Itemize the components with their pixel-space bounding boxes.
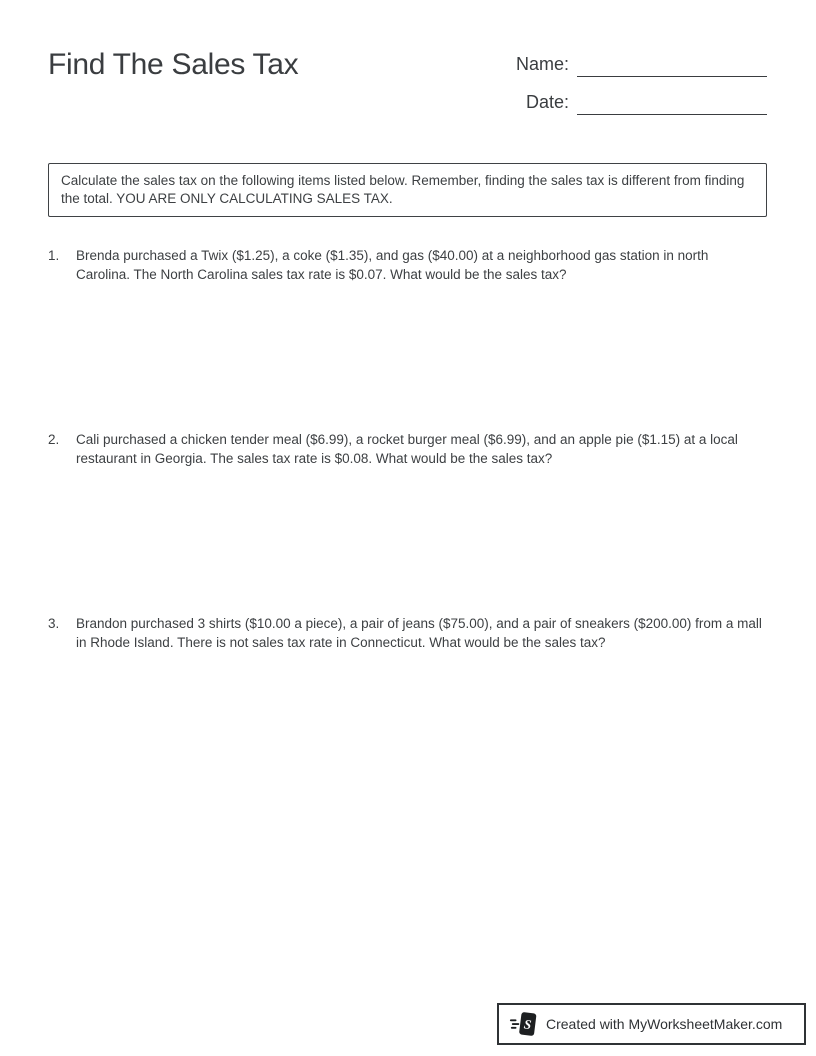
page-title: Find The Sales Tax [48,48,299,81]
question-2 [48,431,766,468]
question-2-number: 2. [48,432,60,447]
date-label: Date: [525,91,569,112]
credit-badge [497,1003,806,1045]
worksheet-maker-logo-icon [509,1009,539,1039]
question-3-number: 3. [48,616,60,631]
name-label: Name: [515,53,569,74]
instruction-box [48,163,767,217]
name-field-row [516,50,767,77]
question-1 [48,247,766,284]
question-2-text: Cali purchased a chicken tender meal ($6.99), a rocket burger meal ($6.99), and an apple pie ($1.15) at a local restaurant in Georgia. The sales tax rate is $0.08. What would be the sales tax? [76,432,738,466]
instruction-text: Calculate the sales tax on the following items listed below. Remember, finding the sales tax is different from finding the total. YOU ARE ONLY CALCULATING SALES TAX. [61,173,745,206]
name-blank-line [577,50,767,77]
question-3-text: Brandon purchased 3 shirts ($10.00 a piece), a pair of jeans ($75.00), and a pair of sneakers ($200.00) from a mall in Rhode Island. There is not sales tax rate in Connecticut. What would be the sales tax? [76,616,762,650]
credit-text: Created with MyWorksheetMaker.com [546,1016,783,1032]
svg-text:S: S [523,1016,533,1033]
question-1-number: 1. [48,248,60,263]
date-field-row [526,88,767,115]
question-1-text: Brenda purchased a Twix ($1.25), a coke ($1.35), and gas ($40.00) at a neighborhood gas station in north Carolina. The North Carolina sales tax rate is $0.07. What would be the sales tax? [76,248,709,282]
date-blank-line [577,88,767,115]
question-3 [48,615,766,652]
